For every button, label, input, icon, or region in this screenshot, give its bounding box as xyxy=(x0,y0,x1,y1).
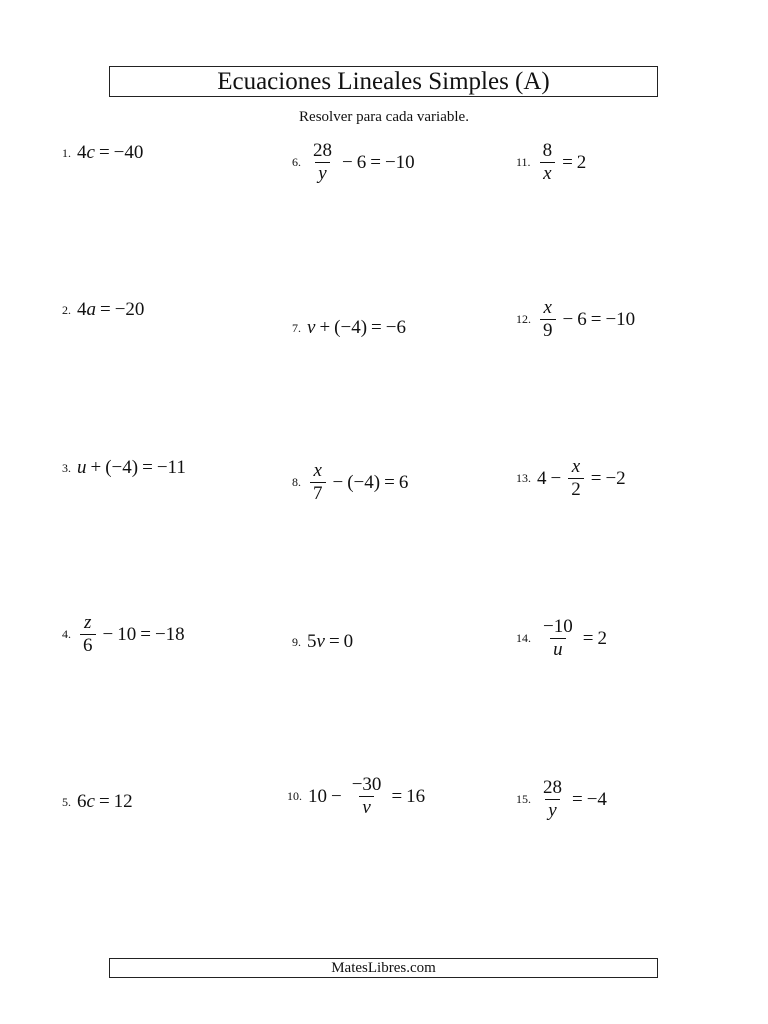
number-term: 6 xyxy=(77,791,87,812)
variable: v xyxy=(307,317,316,338)
problem-number: 14. xyxy=(516,631,531,645)
number-term: −40 xyxy=(113,142,144,163)
problem-2 xyxy=(62,299,144,321)
operator: + xyxy=(319,317,331,338)
fraction-numerator: 28 xyxy=(543,777,562,798)
fraction xyxy=(540,617,576,660)
variable: v xyxy=(316,631,325,652)
operator: = xyxy=(384,471,395,493)
operator: = xyxy=(590,467,602,489)
number-term: 2 xyxy=(597,627,607,649)
number-term: −18 xyxy=(154,623,185,645)
fraction-denominator: y xyxy=(545,799,559,821)
variable: a xyxy=(86,299,96,320)
problem-13 xyxy=(516,457,626,500)
fraction-denominator: x xyxy=(540,162,554,184)
problem-number: 13. xyxy=(516,471,531,485)
problem-6 xyxy=(292,141,415,184)
problem-4 xyxy=(62,613,185,656)
operator: = xyxy=(98,791,110,812)
fraction-denominator: 2 xyxy=(568,478,584,500)
problem-7 xyxy=(292,317,406,339)
number-term: −6 xyxy=(385,317,406,338)
number-term: −10 xyxy=(605,308,636,330)
number-term: 16 xyxy=(406,785,426,807)
number-term: −4 xyxy=(586,788,607,810)
problem-1 xyxy=(62,142,143,164)
problem-8 xyxy=(292,461,408,504)
footer-site-name: MatesLibres.com xyxy=(331,959,436,976)
fraction-numerator: −10 xyxy=(543,616,573,637)
fraction xyxy=(540,298,556,341)
variable: c xyxy=(86,142,95,163)
number-term: (−4) xyxy=(334,317,368,338)
operator: = xyxy=(582,627,594,649)
operator: = xyxy=(140,623,151,645)
footer-box xyxy=(109,958,658,978)
variable: c xyxy=(86,791,95,812)
fraction-denominator: 6 xyxy=(80,634,96,656)
number-term: −11 xyxy=(156,457,186,478)
problem-number: 2. xyxy=(62,302,71,317)
operator: + xyxy=(90,457,102,478)
number-term: (−4) xyxy=(105,457,139,478)
instructions: Resolver para cada variable. xyxy=(299,109,469,125)
problem-10 xyxy=(287,775,425,818)
fraction xyxy=(349,775,385,818)
operator: = xyxy=(142,457,153,478)
number-term: 6 xyxy=(398,471,409,493)
problem-number: 5. xyxy=(62,794,71,809)
fraction xyxy=(310,141,335,184)
problem-number: 1. xyxy=(62,145,71,160)
fraction-numerator: x xyxy=(571,456,581,477)
problem-number: 6. xyxy=(292,155,301,169)
problem-number: 4. xyxy=(62,627,71,641)
fraction-numerator: 28 xyxy=(313,140,332,161)
fraction-denominator: 9 xyxy=(540,319,556,341)
problem-number: 3. xyxy=(62,460,71,475)
problem-12 xyxy=(516,298,635,341)
operator: = xyxy=(590,308,602,330)
problem-5 xyxy=(62,791,133,813)
fraction-numerator: 8 xyxy=(542,140,553,161)
problem-9 xyxy=(292,631,353,653)
problem-number: 12. xyxy=(516,312,531,326)
fraction-numerator: x xyxy=(313,460,322,481)
problem-number: 9. xyxy=(292,634,301,649)
number-term: 10 xyxy=(308,785,327,807)
problem-number: 8. xyxy=(292,475,301,489)
fraction-numerator: z xyxy=(84,612,92,633)
operator: = xyxy=(100,299,111,320)
number-term: 12 xyxy=(113,791,133,812)
fraction-denominator: v xyxy=(359,796,373,818)
fraction xyxy=(310,461,326,504)
operator: = xyxy=(328,631,340,652)
fraction xyxy=(540,141,556,184)
number-term: −20 xyxy=(114,299,145,320)
number-term: 6 xyxy=(356,151,367,173)
problem-number: 15. xyxy=(516,792,531,806)
fraction-denominator: u xyxy=(550,638,566,660)
problem-number: 7. xyxy=(292,320,301,335)
fraction xyxy=(568,457,584,500)
operator: = xyxy=(98,142,110,163)
variable: u xyxy=(77,457,87,478)
number-term: (−4) xyxy=(347,471,381,493)
operator: = xyxy=(572,788,583,810)
problem-11 xyxy=(516,141,586,184)
problem-number: 11. xyxy=(516,155,531,169)
fraction xyxy=(540,778,565,821)
fraction xyxy=(80,613,96,656)
number-term: 4 xyxy=(537,467,547,489)
operator: = xyxy=(371,317,382,338)
operator: − xyxy=(562,308,574,330)
fraction-numerator: −30 xyxy=(351,774,382,795)
operator: = xyxy=(391,785,403,807)
problem-number: 10. xyxy=(287,789,302,803)
fraction-numerator: x xyxy=(543,297,552,318)
number-term: 6 xyxy=(577,308,587,330)
number-term: −2 xyxy=(605,467,626,489)
operator: − xyxy=(332,471,344,493)
operator: = xyxy=(562,151,573,173)
operator: − xyxy=(102,623,114,645)
problem-14 xyxy=(516,617,607,660)
problem-15 xyxy=(516,778,607,821)
number-term: 5 xyxy=(307,631,317,652)
operator: − xyxy=(550,467,562,489)
number-term: 10 xyxy=(117,623,137,645)
worksheet-title-box xyxy=(109,66,658,97)
fraction-denominator: 7 xyxy=(310,482,326,504)
operator: − xyxy=(331,785,342,807)
number-term: 4 xyxy=(77,142,87,163)
operator: − xyxy=(342,151,353,173)
problem-3 xyxy=(62,457,186,479)
number-term: −10 xyxy=(384,151,415,173)
number-term: 0 xyxy=(343,631,354,652)
fraction-denominator: y xyxy=(315,162,329,184)
worksheet-title: Ecuaciones Lineales Simples (A) xyxy=(217,67,550,95)
operator: = xyxy=(370,151,381,173)
number-term: 4 xyxy=(77,299,87,320)
number-term: 2 xyxy=(576,151,587,173)
